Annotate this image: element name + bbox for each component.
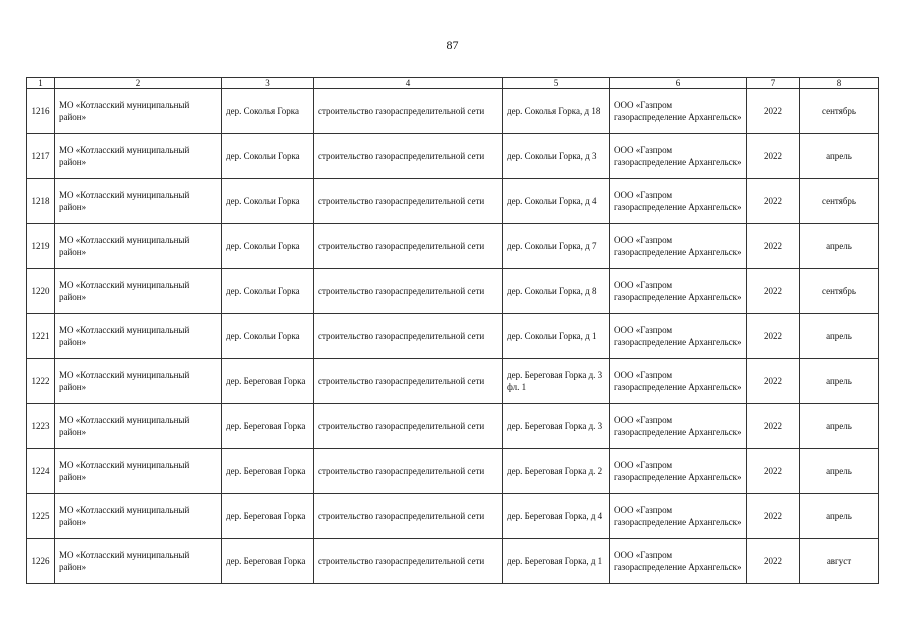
- cell-address: дер. Сокольи Горка, д 8: [503, 269, 610, 314]
- cell-settlement: дер. Береговая Горка: [222, 404, 314, 449]
- cell-work-type: строительство газораспределительной сети: [314, 449, 503, 494]
- cell-year: 2022: [747, 89, 800, 134]
- cell-month: апрель: [800, 494, 879, 539]
- table-row: [27, 224, 879, 269]
- column-header: 8: [800, 78, 879, 89]
- cell-settlement: дер. Береговая Горка: [222, 494, 314, 539]
- cell-address: дер. Сокольи Горка, д 4: [503, 179, 610, 224]
- cell-month: август: [800, 539, 879, 584]
- cell-number: 1222: [27, 359, 55, 404]
- table-row: [27, 269, 879, 314]
- cell-settlement: дер. Соколья Горка: [222, 89, 314, 134]
- cell-work-type: строительство газораспределительной сети: [314, 89, 503, 134]
- cell-month: апрель: [800, 449, 879, 494]
- cell-year: 2022: [747, 404, 800, 449]
- column-header: 3: [222, 78, 314, 89]
- cell-operator: ООО «Газпром газораспределение Архангельск»: [610, 89, 747, 134]
- table-row: [27, 449, 879, 494]
- cell-work-type: строительство газораспределительной сети: [314, 134, 503, 179]
- cell-municipality: МО «Котласский муниципальный район»: [55, 404, 222, 449]
- cell-address: дер. Береговая Горка д. 3 фл. 1: [503, 359, 610, 404]
- registry-table: [26, 77, 879, 584]
- column-header: 2: [55, 78, 222, 89]
- table-row: [27, 494, 879, 539]
- cell-month: сентябрь: [800, 89, 879, 134]
- table-row: [27, 314, 879, 359]
- cell-settlement: дер. Сокольи Горка: [222, 269, 314, 314]
- table-header: [27, 78, 879, 89]
- cell-number: 1219: [27, 224, 55, 269]
- cell-address: дер. Береговая Горка, д 1: [503, 539, 610, 584]
- column-header: 7: [747, 78, 800, 89]
- cell-address: дер. Сокольи Горка, д 3: [503, 134, 610, 179]
- cell-month: апрель: [800, 224, 879, 269]
- cell-operator: ООО «Газпром газораспределение Архангельск»: [610, 449, 747, 494]
- cell-municipality: МО «Котласский муниципальный район»: [55, 314, 222, 359]
- table-row: [27, 539, 879, 584]
- cell-work-type: строительство газораспределительной сети: [314, 539, 503, 584]
- cell-address: дер. Соколья Горка, д 18: [503, 89, 610, 134]
- cell-year: 2022: [747, 179, 800, 224]
- cell-number: 1224: [27, 449, 55, 494]
- cell-address: дер. Сокольи Горка, д 1: [503, 314, 610, 359]
- cell-year: 2022: [747, 539, 800, 584]
- table-body: [27, 89, 879, 584]
- cell-work-type: строительство газораспределительной сети: [314, 314, 503, 359]
- cell-work-type: строительство газораспределительной сети: [314, 179, 503, 224]
- cell-year: 2022: [747, 314, 800, 359]
- table-row: [27, 89, 879, 134]
- column-header: 6: [610, 78, 747, 89]
- cell-municipality: МО «Котласский муниципальный район»: [55, 539, 222, 584]
- table-row: [27, 134, 879, 179]
- cell-work-type: строительство газораспределительной сети: [314, 494, 503, 539]
- cell-operator: ООО «Газпром газораспределение Архангельск»: [610, 314, 747, 359]
- cell-municipality: МО «Котласский муниципальный район»: [55, 134, 222, 179]
- cell-address: дер. Береговая Горка д. 3: [503, 404, 610, 449]
- cell-number: 1217: [27, 134, 55, 179]
- cell-settlement: дер. Сокольи Горка: [222, 314, 314, 359]
- cell-month: апрель: [800, 404, 879, 449]
- page-number: 87: [446, 38, 459, 52]
- cell-year: 2022: [747, 224, 800, 269]
- column-header: 5: [503, 78, 610, 89]
- cell-number: 1221: [27, 314, 55, 359]
- cell-municipality: МО «Котласский муниципальный район»: [55, 359, 222, 404]
- cell-year: 2022: [747, 359, 800, 404]
- header-row: [27, 78, 879, 89]
- cell-number: 1216: [27, 89, 55, 134]
- column-header: 4: [314, 78, 503, 89]
- cell-operator: ООО «Газпром газораспределение Архангельск»: [610, 539, 747, 584]
- table-row: [27, 359, 879, 404]
- cell-settlement: дер. Сокольи Горка: [222, 224, 314, 269]
- cell-year: 2022: [747, 269, 800, 314]
- cell-address: дер. Береговая Горка д. 2: [503, 449, 610, 494]
- cell-municipality: МО «Котласский муниципальный район»: [55, 89, 222, 134]
- cell-work-type: строительство газораспределительной сети: [314, 269, 503, 314]
- cell-operator: ООО «Газпром газораспределение Архангельск»: [610, 404, 747, 449]
- cell-address: дер. Береговая Горка, д 4: [503, 494, 610, 539]
- cell-operator: ООО «Газпром газораспределение Архангельск»: [610, 359, 747, 404]
- cell-municipality: МО «Котласский муниципальный район»: [55, 224, 222, 269]
- table-row: [27, 179, 879, 224]
- cell-month: сентябрь: [800, 269, 879, 314]
- cell-municipality: МО «Котласский муниципальный район»: [55, 494, 222, 539]
- cell-month: апрель: [800, 359, 879, 404]
- cell-address: дер. Сокольи Горка, д 7: [503, 224, 610, 269]
- cell-settlement: дер. Сокольи Горка: [222, 179, 314, 224]
- cell-number: 1226: [27, 539, 55, 584]
- cell-municipality: МО «Котласский муниципальный район»: [55, 449, 222, 494]
- cell-work-type: строительство газораспределительной сети: [314, 359, 503, 404]
- cell-year: 2022: [747, 134, 800, 179]
- cell-settlement: дер. Береговая Горка: [222, 539, 314, 584]
- cell-operator: ООО «Газпром газораспределение Архангельск»: [610, 494, 747, 539]
- cell-settlement: дер. Береговая Горка: [222, 359, 314, 404]
- cell-operator: ООО «Газпром газораспределение Архангельск»: [610, 179, 747, 224]
- cell-operator: ООО «Газпром газораспределение Архангельск»: [610, 224, 747, 269]
- cell-work-type: строительство газораспределительной сети: [314, 224, 503, 269]
- cell-month: апрель: [800, 134, 879, 179]
- cell-work-type: строительство газораспределительной сети: [314, 404, 503, 449]
- cell-number: 1220: [27, 269, 55, 314]
- cell-year: 2022: [747, 494, 800, 539]
- cell-year: 2022: [747, 449, 800, 494]
- column-header: 1: [27, 78, 55, 89]
- cell-number: 1218: [27, 179, 55, 224]
- cell-operator: ООО «Газпром газораспределение Архангельск»: [610, 269, 747, 314]
- cell-settlement: дер. Береговая Горка: [222, 449, 314, 494]
- cell-month: апрель: [800, 314, 879, 359]
- cell-number: 1223: [27, 404, 55, 449]
- cell-number: 1225: [27, 494, 55, 539]
- cell-operator: ООО «Газпром газораспределение Архангельск»: [610, 134, 747, 179]
- table-row: [27, 404, 879, 449]
- cell-month: сентябрь: [800, 179, 879, 224]
- cell-settlement: дер. Сокольи Горка: [222, 134, 314, 179]
- cell-municipality: МО «Котласский муниципальный район»: [55, 269, 222, 314]
- cell-municipality: МО «Котласский муниципальный район»: [55, 179, 222, 224]
